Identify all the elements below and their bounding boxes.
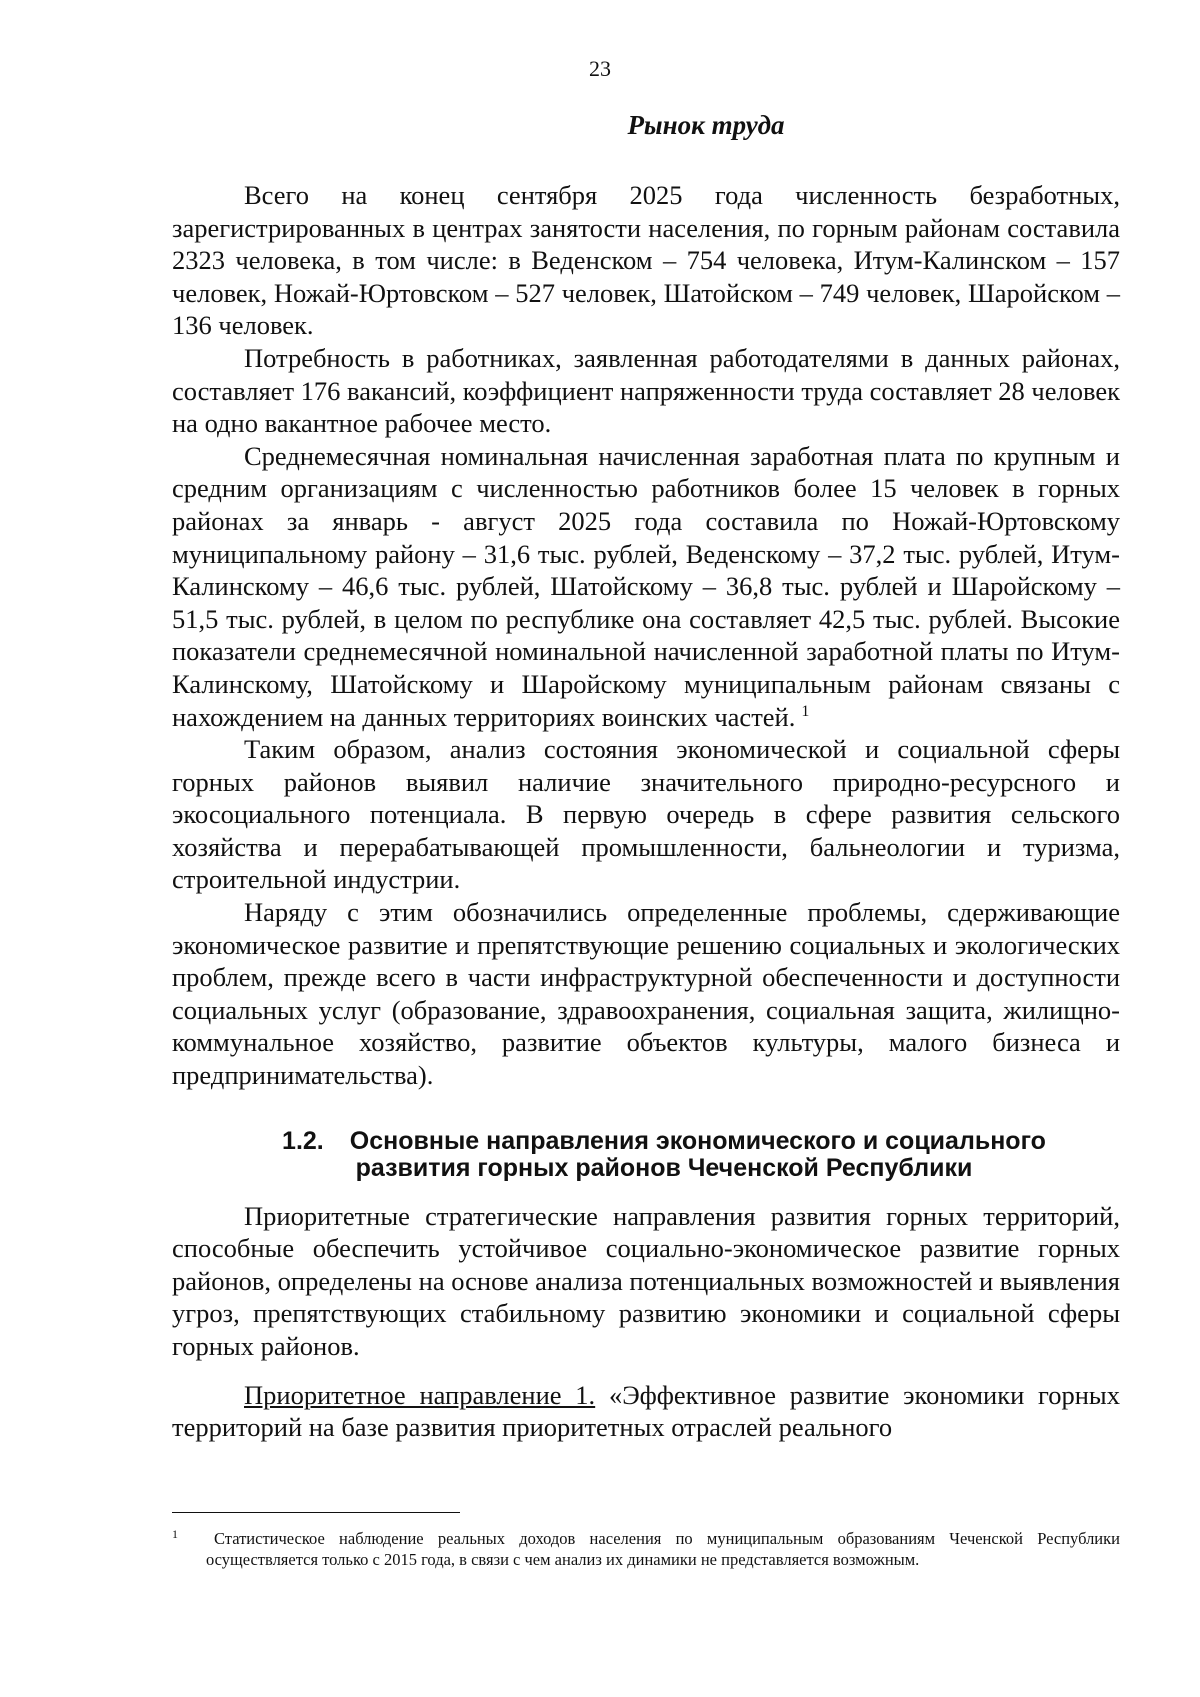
paragraph-wages (172, 440, 1120, 733)
paragraph-wages-text: Среднемесячная номинальная начисленная заработная плата по крупным и средним организациям с численностью работников более 15 человек в горных районах за январь - август 2025 года составила по Ножай-Юртовскому муниципальному району – 31,6 тыс. рублей, Веденскому – 37,2 тыс. рублей, Итум-Калинскому – 46,6 тыс. рублей, Шатойскому – 36,8 тыс. рублей и Шаройскому – 51,5 тыс. рублей, в целом по республике она составляет 42,5 тыс. рублей. Высокие показатели среднемесячной номинальной начисленной заработной платы по Итум-Калинскому, Шатойскому и Шаройскому муниципальным районам связаны с нахождением на данных территориях воинских частей. (172, 440, 1120, 732)
subsection-title-line-2: развития горных районов Чеченской Республики (355, 1153, 973, 1182)
priority-label: Приоритетное направление 1. (244, 1379, 596, 1410)
page-content (172, 110, 1120, 1444)
subsection-number: 1.2. (282, 1126, 324, 1155)
priority-text: «Эффективное развитие экономики горных территорий на базе развития приоритетных отраслей реального (172, 1379, 1120, 1443)
footnote-text: Статистическое наблюдение реальных доходов населения по муниципальным образованиям Чеченской Республики осуществляется только с 2015 года, в связи с чем анализ их динамики не представляется возможным. (206, 1529, 1120, 1569)
paragraph-conclusion: Таким образом, анализ состояния экономической и социальной сферы горных районов выявил наличие значительного природно-ресурсного и экосоциального потенциала. В первую очередь в сфере развития сельского хозяйства и перерабатывающей промышленности, бальнеологии и туризма, строительной индустрии. (172, 734, 1120, 895)
paragraph-priority-1 (172, 1379, 1120, 1444)
paragraph-problems: Наряду с этим обозначились определенные проблемы, сдерживающие экономическое развитие и препятствующие решению социальных и экологических проблем, прежде всего в части инфраструктурной обеспеченности и доступности социальных услуг (образование, здравоохранения, социальная защита, жилищно-коммунальное хозяйство, развитие объектов культуры, малого бизнеса и предпринимательства). (172, 897, 1120, 1091)
paragraph-vacancies: Потребность в работниках, заявленная работодателями в данных районах, составляет 176 вакансий, коэффициент напряженности труда составляет 28 человек на одно вакантное рабочее место. (172, 342, 1120, 439)
subsection-heading-line-1 (208, 1128, 1120, 1155)
subsection-heading (172, 1128, 1120, 1182)
footnote-separator (172, 1512, 460, 1513)
paragraph-strategic-directions: Приоритетные стратегические направления развития горных территорий, способные обеспечить устойчивое социально-экономическое развитие горных районов, определены на основе анализа потенциальных возможностей и выявления угроз, препятствующих стабильному развитию экономики и социальной сферы горных районов. (172, 1200, 1120, 1361)
section-title: Рынок труда (627, 110, 785, 140)
footnote-mark: 1 (172, 1527, 178, 1541)
footnote (172, 1528, 1120, 1570)
paragraph-unemployment: Всего на конец сентября 2025 года численность безработных, зарегистрированных в центрах занятости населения, по горным районам составила 2323 человека, в том числе: в Веденском – 754 человека, Итум-Калинском – 157 человек, Ножай-Юртовском – 527 человек, Шатойском – 749 человек, Шаройском – 136 человек. (172, 180, 1120, 341)
page-number: 23 (589, 56, 611, 81)
footnote-reference[interactable]: 1 (801, 702, 810, 720)
subsection-title-line-1: Основные направления экономического и социального (349, 1126, 1046, 1155)
